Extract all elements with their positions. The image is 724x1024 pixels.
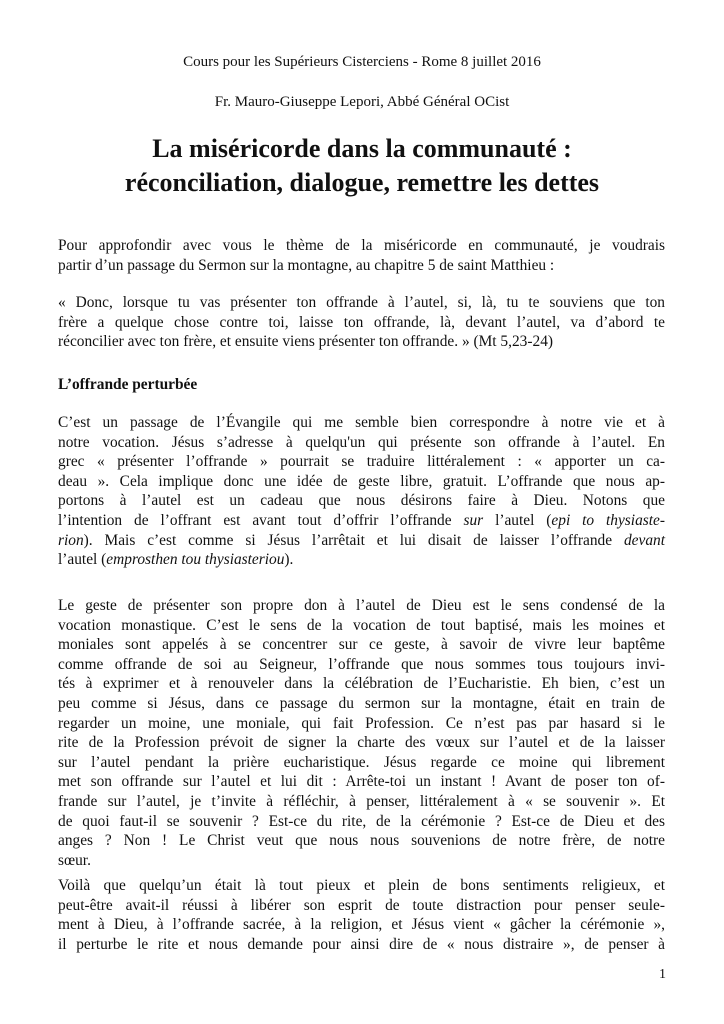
text-line: il perturbe le rite et nous demande pour ainsi dire de « nous distraire », de penser à bbox=[58, 935, 665, 953]
paragraph-disturbed-rite bbox=[58, 876, 665, 954]
course-header: Cours pour les Supérieurs Cisterciens - Rome 8 juillet 2016 bbox=[183, 54, 541, 70]
text-line: ment à Dieu, à l’offrande sacrée, à la religion, et Jésus vient « gâcher la cérémonie », bbox=[58, 916, 665, 934]
text-line: réconcilier avec ton frère, et ensuite viens présenter ton offrande. » (Mt 5,23-24) bbox=[58, 333, 554, 351]
text-run: l’intention de l’offrant est avant tout d’offrir l’offrande bbox=[58, 511, 464, 529]
text-line: deau ». Cela implique donc une idée de geste libre, gratuit. L’offrande que nous ap- bbox=[58, 472, 665, 490]
text-line: moniales sont appelés à se concentrer sur ce geste, à savoir de vivre leur baptême bbox=[58, 636, 665, 654]
title-line-2: réconciliation, dialogue, remettre les dettes bbox=[124, 168, 600, 197]
text-line: de quoi faut-il se souvenir ? Est-ce du rite, de la cérémonie ? Est-ce de Dieu et des bbox=[58, 812, 665, 830]
text-run: ). bbox=[284, 551, 294, 569]
text-line: anges ? Non ! Le Christ veut que nous nous souvenions de notre frère, de notre bbox=[58, 832, 665, 850]
document-title bbox=[0, 132, 724, 200]
text-line: partir d’un passage du Sermon sur la montagne, au chapitre 5 de saint Matthieu : bbox=[58, 256, 555, 274]
paragraph-offering bbox=[58, 413, 665, 570]
text-line: frande sur l’autel, je t’invite à réfléchir, à penser, littéralement à « se souvenir ». Et bbox=[58, 792, 665, 810]
text-line: sœur. bbox=[58, 851, 91, 869]
italic-word: sur bbox=[463, 511, 484, 529]
text-line: portons à l’autel est un cadeau que nous désirons faire à Dieu. Notons que bbox=[58, 492, 665, 510]
text-line: sur l’autel pendant la prière eucharistique. Jésus regarde ce moine qui librement bbox=[58, 753, 665, 771]
text-line: notre vocation. Jésus s’adresse à quelqu'un qui présente son offrande à l’autel. En bbox=[58, 433, 665, 451]
italic-word: devant bbox=[623, 531, 665, 549]
intro-paragraph bbox=[58, 236, 665, 275]
text-line: frère a quelque chose contre toi, laisse ton offrande, là, devant l’autel, va d’abord te bbox=[58, 313, 665, 331]
greek-term: epi to thysiaste- bbox=[551, 511, 665, 529]
text-line: met son offrande sur l’autel et lui dit : Arrête-toi un instant ! Avant de poser ton of- bbox=[58, 773, 665, 791]
text-line bbox=[58, 531, 665, 551]
page-number: 1 bbox=[659, 967, 666, 982]
text-line: Le geste de présenter son propre don à l’autel de Dieu est le sens condensé de la bbox=[58, 597, 665, 614]
text-line: rite de la Profession prévoit de signer la charte des vœux sur l’autel et de la laisser bbox=[58, 734, 665, 752]
text-line bbox=[58, 550, 665, 570]
paragraph-monastic-vocation bbox=[58, 596, 665, 870]
author-line: Fr. Mauro-Giuseppe Lepori, Abbé Général OCist bbox=[214, 94, 510, 110]
text-line: Pour approfondir avec vous le thème de la miséricorde en communauté, je voudrais bbox=[58, 237, 665, 254]
text-line: C’est un passage de l’Évangile qui me semble bien correspondre à notre vie et à bbox=[58, 414, 665, 431]
scripture-quote bbox=[58, 293, 665, 352]
section-heading: L’offrande perturbée bbox=[58, 376, 198, 393]
text-run: l’autel ( bbox=[483, 511, 552, 529]
text-run: ). Mais c’est comme si Jésus l’arrêtait et lui disait de laisser l’offrande bbox=[83, 531, 624, 549]
text-line bbox=[58, 511, 665, 531]
text-line: grec « présenter l’offrande » pourrait se traduire littéralement : « apporter un ca- bbox=[58, 453, 665, 471]
text-line: vocation monastique. C’est le sens de la vocation de tout baptisé, mais les moines et bbox=[58, 616, 665, 634]
text-line: peut-être avait-il réussi à libérer son esprit de toute distraction pour penser seule- bbox=[58, 896, 665, 914]
title-line-1: La miséricorde dans la communauté : bbox=[152, 134, 572, 163]
text-run: l’autel ( bbox=[58, 551, 107, 569]
text-line: tés à exprimer et à renouveler dans la célébration de l’Eucharistie. Eh bien, c’est un bbox=[58, 675, 665, 693]
text-line: « Donc, lorsque tu vas présenter ton offrande à l’autel, si, là, tu te souviens que ton bbox=[58, 294, 665, 311]
text-line: peu comme si Jésus, dans ce passage du sermon sur la montagne, était en train de bbox=[58, 694, 665, 712]
text-line: comme offrande de soi au Seigneur, l’offrande que nous sommes tous toujours invi- bbox=[58, 655, 665, 673]
greek-term: emprosthen tou thysiasteriou bbox=[106, 551, 285, 569]
text-line: regarder un moine, une moniale, qui fait Profession. Ce n’est pas par hasard si le bbox=[58, 714, 665, 732]
text-line: Voilà que quelqu’un était là tout pieux et plein de bons sentiments religieux, et bbox=[58, 877, 665, 894]
greek-term: rion bbox=[58, 531, 84, 549]
